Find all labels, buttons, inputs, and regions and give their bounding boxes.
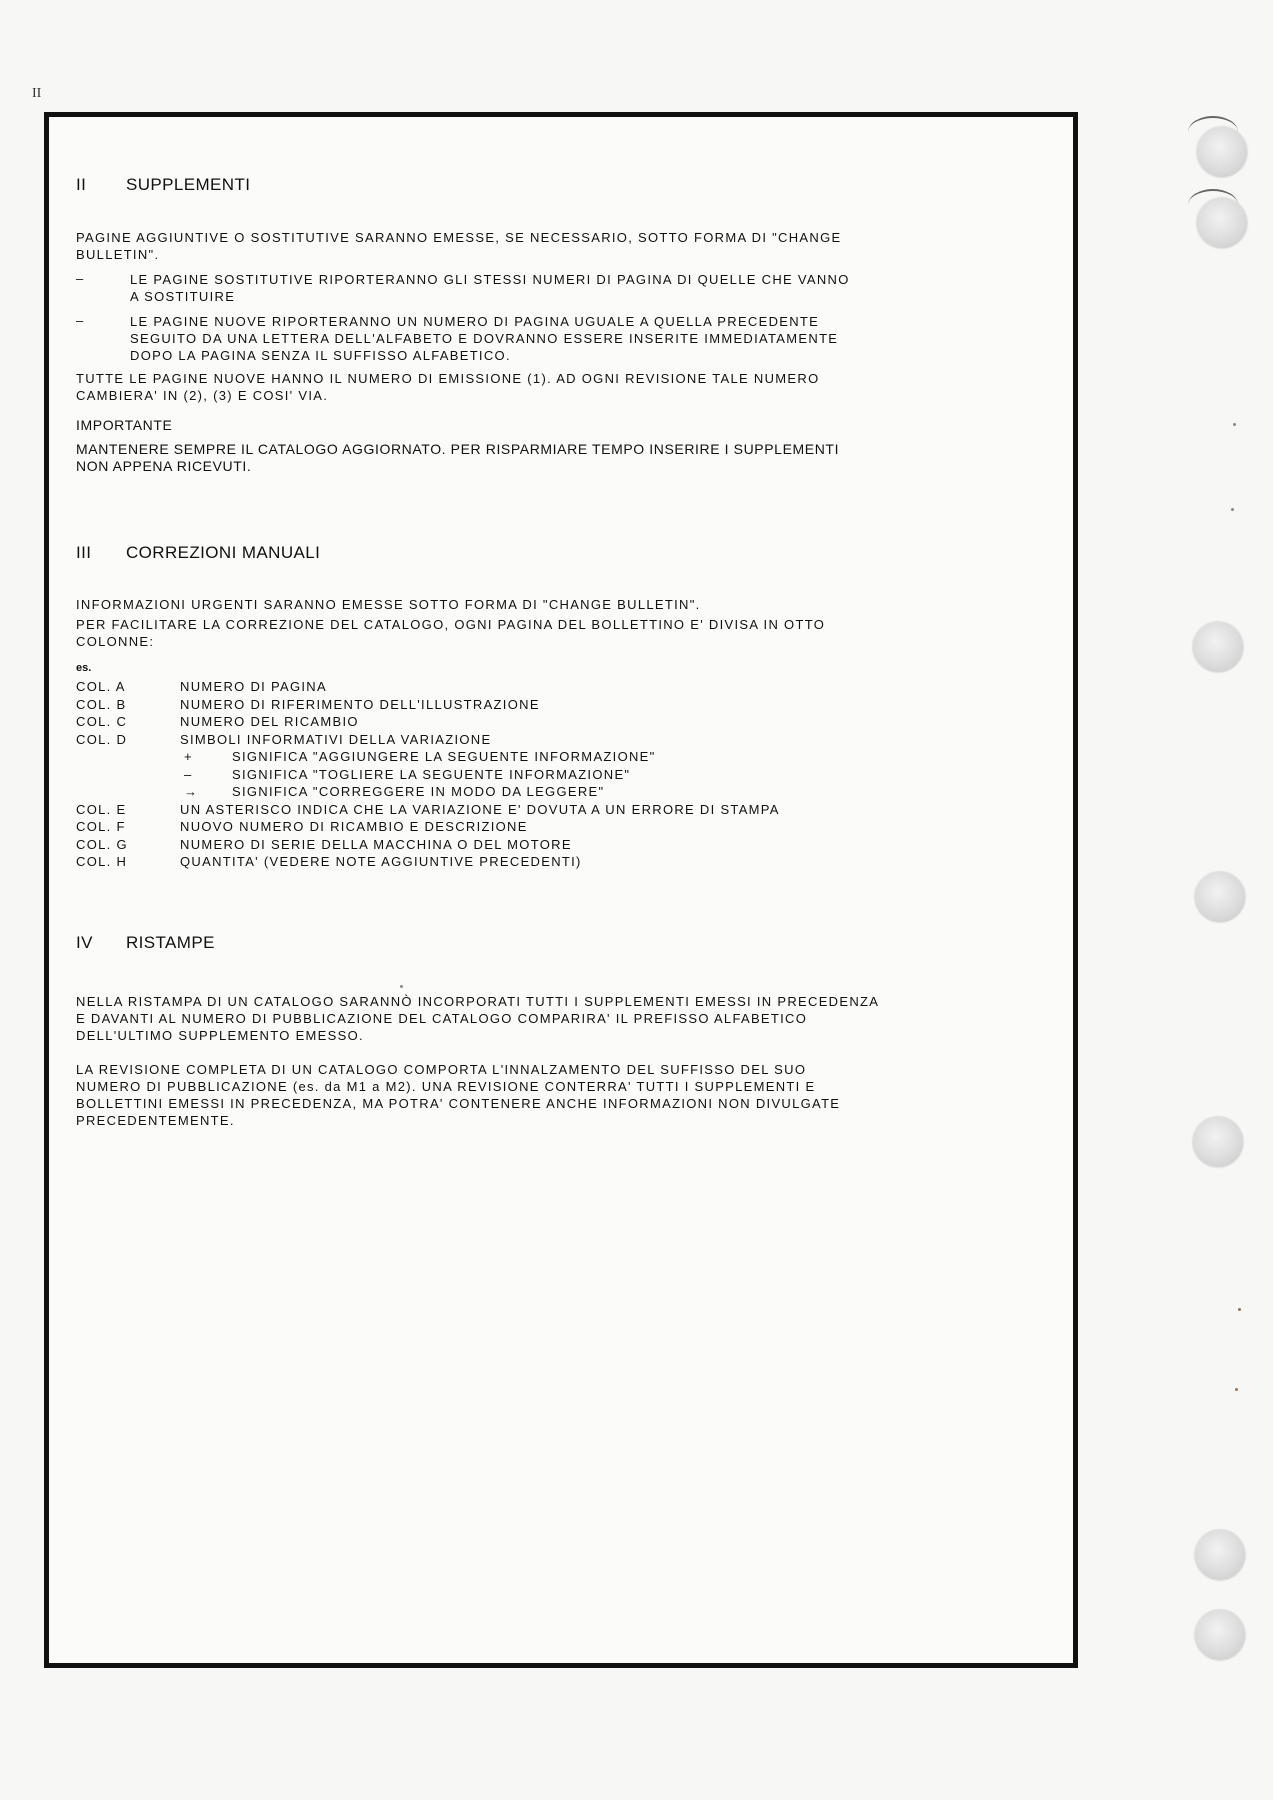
column-text: NUMERO DI SERIE DELLA MACCHINA O DEL MOTORE — [180, 836, 572, 852]
binder-hole — [1193, 622, 1243, 672]
section-number: III — [76, 543, 92, 562]
bullet-item — [76, 313, 1061, 364]
column-text: SIMBOLI INFORMATIVI DELLA VARIAZIONE — [180, 731, 492, 747]
columns-list — [76, 678, 1061, 871]
column-label: COL. A — [76, 679, 126, 694]
column-row — [76, 713, 1061, 731]
scan-speck — [1231, 508, 1234, 511]
column-text: NUMERO DI PAGINA — [180, 679, 327, 694]
section-heading-ristampe — [76, 933, 1061, 953]
important-label: IMPORTANTE — [76, 417, 173, 433]
column-label: COL. C — [76, 714, 128, 729]
binder-hole — [1195, 1530, 1245, 1580]
section-title: SUPPLEMENTI — [126, 175, 251, 194]
binder-hole — [1197, 127, 1247, 177]
symbol-row — [76, 766, 1061, 784]
scan-speck — [400, 985, 403, 988]
column-row — [76, 678, 1061, 696]
column-text: NUOVO NUMERO DI RICAMBIO E DESCRIZIONE — [180, 819, 528, 834]
section-heading-correzioni — [76, 543, 1061, 563]
issue-note: TUTTE LE PAGINE NUOVE HANNO IL NUMERO DI EMISSIONE (1). AD OGNI REVISIONE TALE NUMERO CAMBIERA' IN (2), (3) E COSI' VIA. — [76, 371, 820, 403]
scan-speck — [1233, 423, 1236, 426]
scan-speck — [1238, 1308, 1241, 1311]
dash-bullet: – — [76, 313, 84, 328]
section-number: IV — [76, 932, 93, 952]
page-number: II — [32, 86, 42, 101]
symbol-text: SIGNIFICA "AGGIUNGERE LA SEGUENTE INFORMAZIONE" — [232, 749, 656, 764]
column-row — [76, 731, 1061, 749]
page-content — [76, 175, 1061, 1129]
column-label: COL. E — [76, 801, 127, 817]
important-text: MANTENERE SEMPRE IL CATALOGO AGGIORNATO. PER RISPARMIARE TEMPO INSERIRE I SUPPLEMENTI NON APPENA RICEVUTI. — [76, 441, 840, 474]
binder-hole — [1195, 872, 1245, 922]
symbol-text: SIGNIFICA "TOGLIERE LA SEGUENTE INFORMAZIONE" — [232, 766, 631, 782]
binder-hole — [1197, 198, 1247, 248]
column-row — [76, 836, 1061, 854]
section-title: RISTAMPE — [126, 932, 215, 952]
column-label: COL. B — [76, 696, 127, 712]
minus-symbol: – — [184, 766, 193, 782]
symbol-text: SIGNIFICA "CORREGGERE IN MODO DA LEGGERE" — [232, 784, 605, 799]
scan-speck — [1235, 1388, 1238, 1391]
binder-hole — [1195, 1610, 1245, 1660]
column-row — [76, 853, 1061, 871]
section-title: CORREZIONI MANUALI — [126, 543, 321, 562]
ristampe-para1: NELLA RISTAMPA DI UN CATALOGO SARANNÒ INCORPORATI TUTTI I SUPPLEMENTI EMESSI IN PRECEDENZA E DAVANTI AL NUMERO DI PUBBLICAZIONE DEL CATALOGO COMPARIRA' IL PREFISSO ALFABETICO DELL'ULTIMO SUPPLEMENTO EMESSO. — [76, 993, 880, 1043]
column-row — [76, 696, 1061, 714]
symbol-row — [76, 783, 1061, 801]
column-label: COL. H — [76, 854, 128, 869]
ristampe-para2: LA REVISIONE COMPLETA DI UN CATALOGO COMPORTA L'INNALZAMENTO DEL SUFFISSO DEL SUO NUMERO DI PUBBLICAZIONE (es. da M1 a M2). UNA REVISIONE CONTERRA' TUTTI I SUPPLEMENTI E BOLLETTINI EMESSI IN PRECEDENZA, MA POTRA' CONTENERE ANCHE INFORMAZIONI NON DIVULGATE PRECEDENTEMENTE. — [76, 1061, 841, 1128]
bullet-text: LE PAGINE NUOVE RIPORTERANNO UN NUMERO DI PAGINA UGUALE A QUELLA PRECEDENTE SEGUITO DA UNA LETTERA DELL'ALFABETO E DOVRANNO ESSERE INSERITE IMMEDIATAMENTE DOPO LA PAGINA SENZA IL SUFFISSO ALFABETICO. — [130, 314, 839, 363]
page-frame — [44, 112, 1078, 1668]
column-row — [76, 801, 1061, 819]
correzioni-line2: PER FACILITARE LA CORREZIONE DEL CATALOGO, OGNI PAGINA DEL BOLLETTINO E' DIVISA IN OTTO COLONNE: — [76, 617, 826, 649]
arrow-right-icon: → — [184, 784, 199, 799]
binder-hole — [1193, 1117, 1243, 1167]
column-text: QUANTITA' (VEDERE NOTE AGGIUNTIVE PRECEDENTI) — [180, 854, 582, 869]
bullet-item — [76, 271, 1061, 305]
plus-symbol: + — [184, 749, 193, 764]
column-row — [76, 818, 1061, 836]
column-label: COL. F — [76, 819, 126, 834]
section-number: II — [76, 175, 87, 194]
column-label: COL. G — [76, 836, 128, 852]
column-text: NUMERO DI RIFERIMENTO DELL'ILLUSTRAZIONE — [180, 696, 540, 712]
dash-bullet: – — [76, 271, 84, 286]
column-label: COL. D — [76, 731, 128, 747]
example-label: es. — [76, 662, 92, 674]
supplementi-intro: PAGINE AGGIUNTIVE O SOSTITUTIVE SARANNO EMESSE, SE NECESSARIO, SOTTO FORMA DI "CHANGE BULLETIN". — [76, 230, 842, 262]
column-text: NUMERO DEL RICAMBIO — [180, 714, 359, 729]
column-text: UN ASTERISCO INDICA CHE LA VARIAZIONE E' DOVUTA A UN ERRORE DI STAMPA — [180, 801, 780, 817]
section-heading-supplementi — [76, 175, 1061, 195]
symbol-row — [76, 748, 1061, 766]
correzioni-line1: INFORMAZIONI URGENTI SARANNO EMESSE SOTTO FORMA DI "CHANGE BULLETIN". — [76, 597, 701, 612]
bullet-text: LE PAGINE SOSTITUTIVE RIPORTERANNO GLI STESSI NUMERI DI PAGINA DI QUELLE CHE VANNO A SOSTITUIRE — [130, 272, 850, 304]
